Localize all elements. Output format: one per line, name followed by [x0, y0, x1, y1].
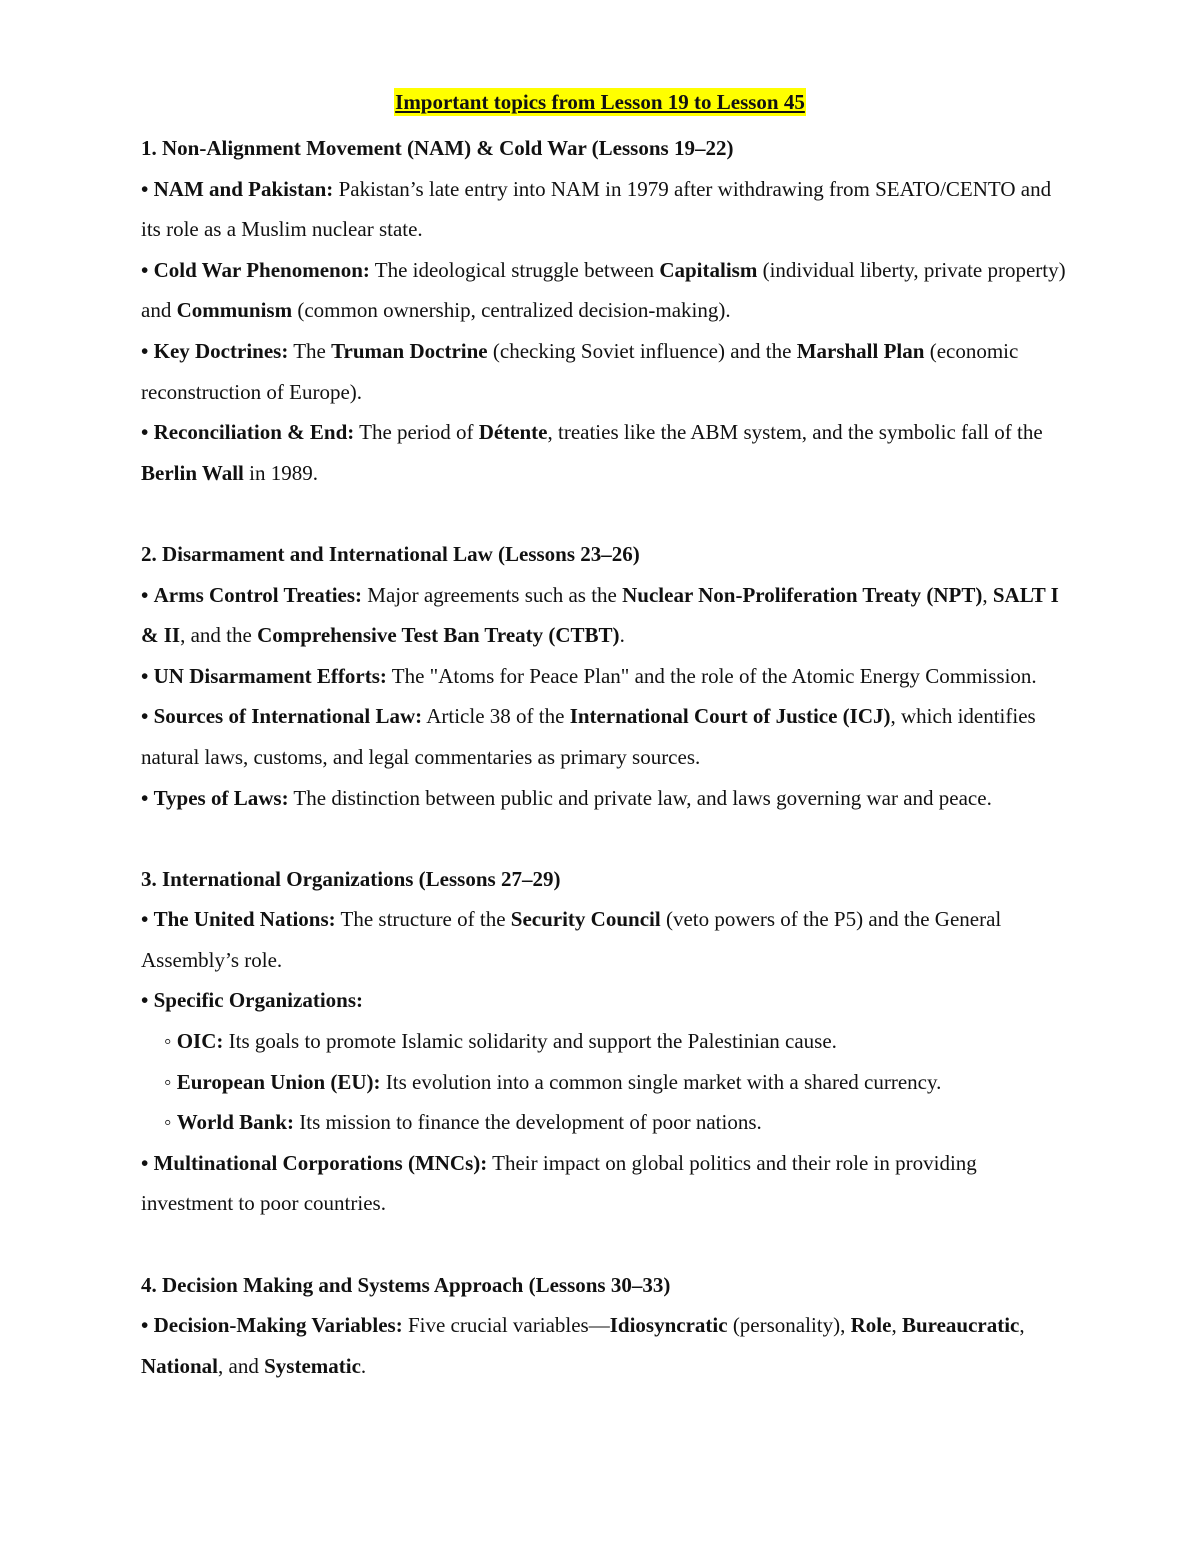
- item-label: Reconciliation & End:: [153, 420, 355, 445]
- bullet-item: [141, 250, 1071, 331]
- bullet-icon: •: [141, 663, 149, 688]
- bullet-item: [141, 899, 1071, 980]
- item-text: The period of: [354, 420, 479, 445]
- sub-bullet-icon: ◦: [164, 1110, 172, 1135]
- item-label: Decision-Making Variables:: [153, 1313, 403, 1338]
- item-label: UN Disarmament Efforts:: [153, 663, 387, 688]
- item-text: Its goals to promote Islamic solidarity and support the Palestinian cause.: [223, 1029, 837, 1054]
- item-text: ,: [982, 582, 993, 607]
- item-keyword: Communism: [176, 298, 293, 323]
- item-text: The ideological struggle between: [369, 257, 660, 282]
- item-label: World Bank:: [176, 1110, 294, 1135]
- section-heading: 2. Disarmament and International Law (Lessons 23–26): [141, 541, 640, 566]
- document-body: [141, 128, 1071, 1386]
- bullet-icon: •: [141, 1313, 149, 1338]
- item-keyword: Marshall Plan: [796, 338, 925, 363]
- item-text: ,: [1019, 1313, 1025, 1338]
- item-label: Types of Laws:: [153, 785, 289, 810]
- item-label: The United Nations:: [153, 907, 336, 932]
- item-text: The "Atoms for Peace Plan" and the role of the Atomic Energy Commission.: [386, 663, 1037, 688]
- bullet-item: [141, 331, 1071, 412]
- item-text: , and the: [180, 623, 258, 648]
- document-title: Important topics from Lesson 19 to Lesson 45: [395, 90, 805, 114]
- section-heading: 4. Decision Making and Systems Approach (Lessons 30–33): [141, 1272, 671, 1297]
- item-text: (personality),: [727, 1313, 851, 1338]
- section-spacer: [141, 1224, 1071, 1265]
- bullet-item: [141, 412, 1071, 493]
- item-text: Major agreements such as the: [362, 582, 623, 607]
- item-text: Their impact on global politics and their role in providing investment to poor countries.: [141, 1150, 977, 1216]
- bullet-item: [141, 575, 1071, 656]
- bullet-icon: •: [141, 1150, 149, 1175]
- sub-bullet-item: [141, 1021, 1071, 1062]
- item-keyword: Role: [850, 1313, 892, 1338]
- bullet-item: [141, 169, 1071, 250]
- bullet-icon: •: [141, 257, 149, 282]
- section-heading: 1. Non-Alignment Movement (NAM) & Cold War (Lessons 19–22): [141, 136, 734, 160]
- bullet-icon: •: [141, 420, 149, 445]
- item-label: Key Doctrines:: [153, 338, 289, 363]
- item-text: (economic reconstruction of Europe).: [141, 338, 1019, 404]
- item-text: .: [360, 1353, 367, 1378]
- item-text: in 1989.: [243, 460, 318, 485]
- item-keyword: Truman Doctrine: [331, 338, 488, 363]
- item-keyword: Capitalism: [659, 257, 758, 282]
- item-text: , which identifies natural laws, customs, and legal commentaries as primary sources.: [141, 704, 1036, 769]
- sub-bullet-icon: ◦: [164, 1029, 172, 1054]
- section-spacer: [141, 493, 1071, 534]
- item-label: Sources of International Law:: [153, 704, 423, 729]
- section-heading: 3. International Organizations (Lessons 27–29): [141, 866, 561, 891]
- item-text: , treaties like the ABM system, and the symbolic fall of the: [547, 420, 1043, 445]
- item-keyword: Idiosyncratic: [609, 1313, 728, 1338]
- item-text: , and: [218, 1353, 265, 1378]
- item-text: .: [619, 623, 625, 648]
- bullet-icon: •: [141, 176, 149, 201]
- item-text: Five crucial variables—: [402, 1313, 610, 1338]
- item-keyword: Nuclear Non-Proliferation Treaty (NPT): [622, 582, 983, 607]
- bullet-item: [141, 980, 1071, 1021]
- bullet-item: [141, 778, 1071, 819]
- item-text: The: [288, 338, 332, 363]
- item-keyword: SALT I & II: [141, 582, 1059, 648]
- title-row: [0, 88, 1200, 116]
- item-keyword: Comprehensive Test Ban Treaty (CTBT): [257, 623, 620, 648]
- item-text: Pakistan’s late entry into NAM in 1979 after withdrawing from SEATO/CENTO and its role as a Muslim nuclear state.: [141, 176, 1052, 242]
- item-text: The structure of the: [335, 907, 511, 932]
- item-text: Article 38 of the: [422, 704, 570, 729]
- bullet-item: [141, 1143, 1071, 1224]
- item-keyword: Systematic: [264, 1353, 361, 1378]
- sub-bullet-item: [141, 1102, 1071, 1143]
- item-text: Its mission to finance the development of poor nations.: [294, 1110, 762, 1135]
- bullet-item: [141, 656, 1071, 697]
- section-spacer: [141, 818, 1071, 859]
- bullet-item: [141, 1305, 1071, 1386]
- item-text: (individual liberty, private property) and: [141, 257, 1066, 323]
- item-keyword: Security Council: [510, 907, 661, 932]
- item-keyword: Berlin Wall: [141, 460, 244, 485]
- item-text: The distinction between public and private law, and laws governing war and peace.: [288, 785, 992, 810]
- item-text: (common ownership, centralized decision-making).: [292, 298, 731, 323]
- item-label: OIC:: [176, 1029, 224, 1054]
- sub-bullet-item: [141, 1062, 1071, 1103]
- item-label: Arms Control Treaties:: [153, 582, 363, 607]
- item-text: (checking Soviet influence) and the: [487, 338, 797, 363]
- bullet-icon: •: [141, 988, 149, 1013]
- bullet-icon: •: [141, 338, 149, 363]
- bullet-item: [141, 696, 1071, 777]
- item-label: NAM and Pakistan:: [153, 176, 334, 201]
- bullet-icon: •: [141, 582, 149, 607]
- item-keyword: National: [141, 1353, 219, 1378]
- item-text: Its evolution into a common single market with a shared currency.: [380, 1069, 942, 1094]
- sub-bullet-icon: ◦: [164, 1069, 172, 1094]
- bullet-icon: •: [141, 704, 149, 729]
- item-label: Cold War Phenomenon:: [153, 257, 370, 282]
- bullet-icon: •: [141, 785, 149, 810]
- item-keyword: International Court of Justice (ICJ): [569, 704, 891, 729]
- item-keyword: Détente: [478, 420, 548, 445]
- item-label: Multinational Corporations (MNCs):: [153, 1150, 488, 1175]
- item-text: ,: [891, 1313, 902, 1338]
- item-label: European Union (EU):: [176, 1069, 381, 1094]
- bullet-icon: •: [141, 907, 149, 932]
- item-text: (veto powers of the P5) and the General Assembly’s role.: [141, 907, 1002, 972]
- item-label: Specific Organizations:: [153, 988, 364, 1013]
- item-keyword: Bureaucratic: [901, 1313, 1020, 1338]
